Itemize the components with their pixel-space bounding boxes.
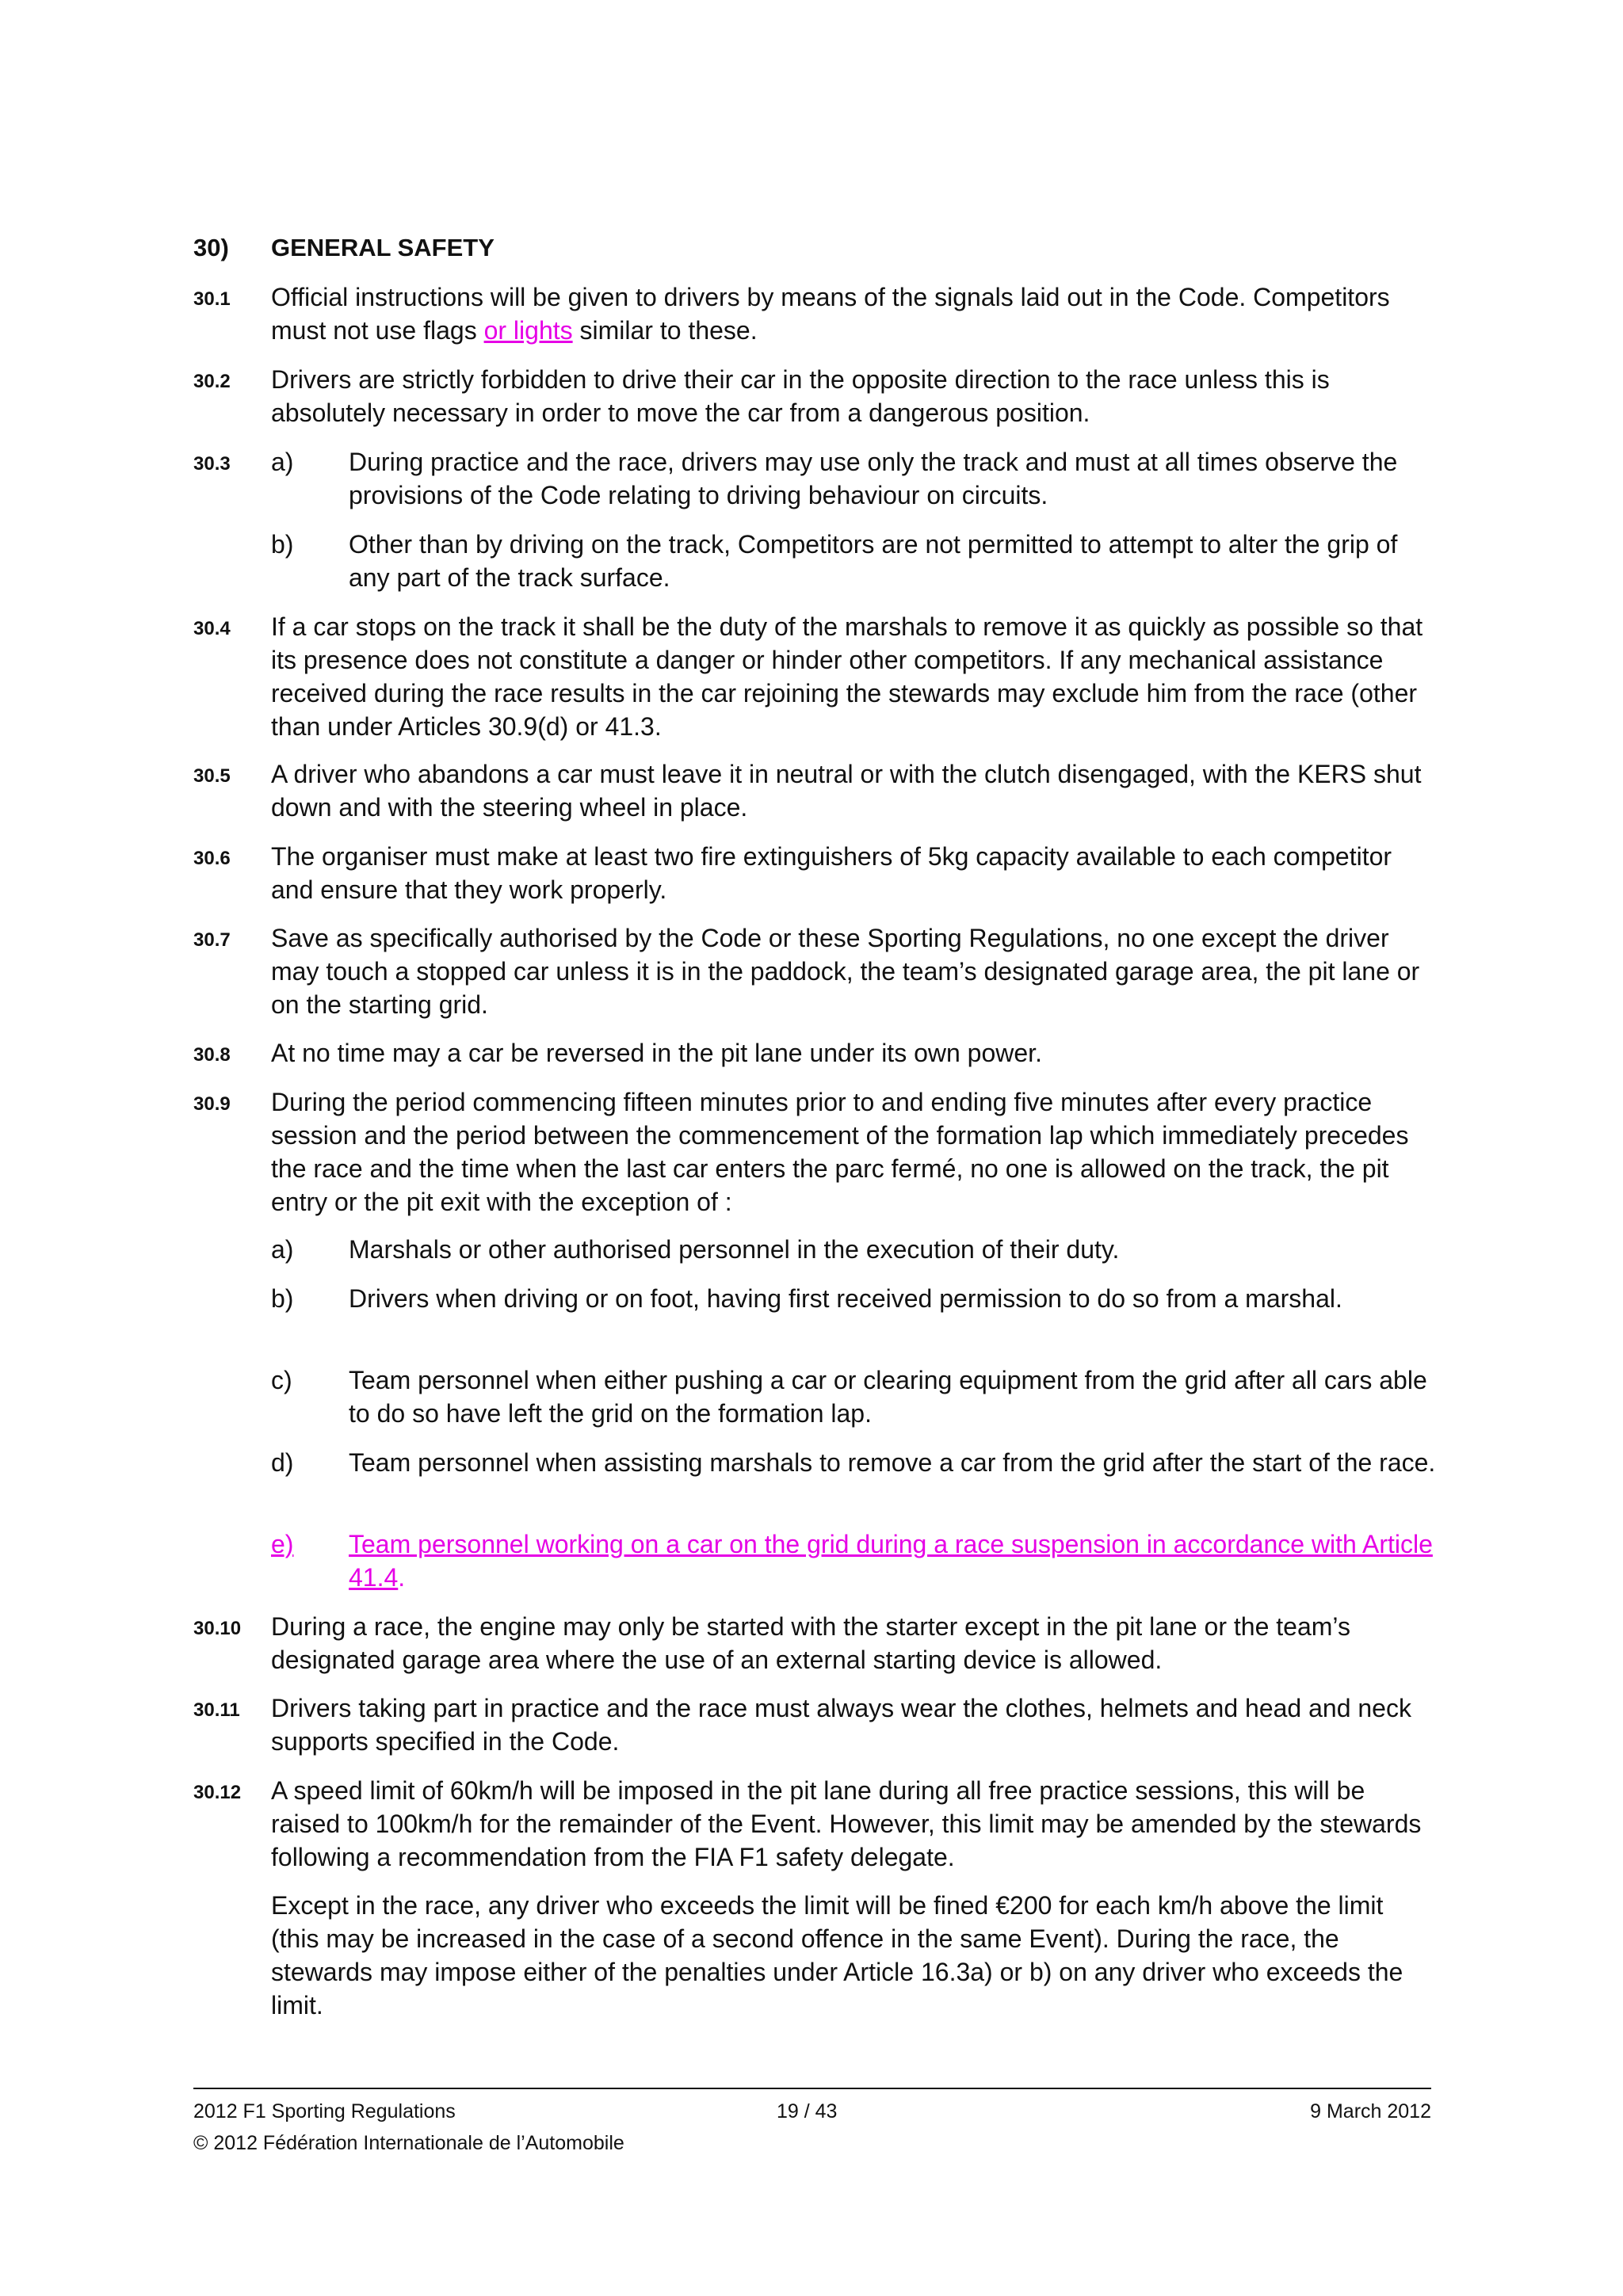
article-30-4 (193, 610, 1438, 743)
article-text: During a race, the engine may only be started with the starter except in the pit lane or the team’s designated garage area where the use of an external starting device is allowed. (271, 1612, 1350, 1674)
footer-date: 9 March 2012 (1310, 2100, 1431, 2122)
article-number: 30.1 (193, 288, 231, 310)
list-item (271, 1363, 1436, 1430)
article-number: 30.10 (193, 1618, 242, 1639)
item-label: d) (271, 1448, 294, 1477)
article-text: Drivers taking part in practice and the race must always wear the clothes, helmets and head and neck supports specified in the Code. (271, 1694, 1411, 1756)
article-30-7 (193, 921, 1438, 1021)
section-number: 30) (193, 234, 229, 261)
article-text: The organiser must make at least two fire extinguishers of 5kg capacity available to each competitor and ensure that they work properly. (271, 842, 1392, 904)
amended-text-link[interactable]: or lights (483, 316, 573, 345)
article-30-12 (193, 1774, 1438, 1874)
article-text: If a car stops on the track it shall be the duty of the marshals to remove it as quickly as possible so that its presence does not constitute a danger or hinder other competitors. If any mechanical assistance received during the race results in the car rejoining the stewards may exclude him from the race (other than under Articles 30.9(d) or 41.3. (271, 612, 1423, 741)
article-30-9 (193, 1085, 1438, 1219)
article-text: At no time may a car be reversed in the pit lane under its own power. (271, 1039, 1042, 1067)
item-label: c) (271, 1366, 292, 1394)
article-number: 30.11 (193, 1699, 240, 1721)
amended-text: Team personnel working on a car on the grid during a race suspension in accordance with Article 41.4 (349, 1530, 1433, 1592)
article-number: 30.2 (193, 371, 231, 392)
article-number: 30.7 (193, 929, 231, 951)
item-text: Marshals or other authorised personnel in the execution of their duty. (349, 1235, 1120, 1264)
article-text: Save as specifically authorised by the Code or these Sporting Regulations, no one except the driver may touch a stopped car unless it is in the paddock, the team’s designated garage area, the pit lane or on the starting grid. (271, 924, 1420, 1019)
article-30-10 (193, 1610, 1438, 1676)
article-number: 30.9 (193, 1093, 231, 1115)
item-text: Team personnel when either pushing a car or clearing equipment from the grid after all cars able to do so have left the grid on the formation lap. (349, 1366, 1427, 1428)
article-30-5 (193, 757, 1438, 824)
item-label: b) (271, 1284, 294, 1313)
list-item-amended (271, 1527, 1436, 1594)
article-number: 30.4 (193, 618, 231, 639)
footer-page-number: 19 / 43 (777, 2100, 838, 2122)
article-text: Except in the race, any driver who exceeds the limit will be fined €200 for each km/h above the limit (this may be increased in the case of a second offence in the same Event). During the race, the stewards may impose either of the penalties under Article 16.3a) or b) on any driver who exceeds the limit. (271, 1891, 1403, 2019)
text-segment: Official instructions will be given to drivers by means of the signals laid out in the Code. Competitors must not use flags (271, 283, 1390, 345)
footer-divider (193, 2088, 1431, 2089)
article-30-1 (193, 280, 1438, 347)
article-30-2 (193, 363, 1438, 429)
list-item (271, 528, 1436, 594)
list-item (271, 1282, 1436, 1315)
article-text: A speed limit of 60km/h will be imposed in the pit lane during all free practice sessions, this will be raised to 100km/h for the remainder of the Event. However, this limit may be amended by the stewards following a recommendation from the FIA F1 safety delegate. (271, 1776, 1422, 1871)
item-label: e) (271, 1530, 294, 1558)
article-text: Drivers are strictly forbidden to drive their car in the opposite direction to the race unless this is absolutely necessary in order to move the car from a dangerous position. (271, 365, 1330, 427)
article-text: During the period commencing fifteen minutes prior to and ending five minutes after every practice session and the period between the commencement of the formation lap which immediately precedes the race and the time when the last car enters the parc fermé, no one is allowed on the track, the pit entry or the pit exit with the exception of : (271, 1088, 1409, 1216)
item-text (349, 1527, 1436, 1594)
article-30-6 (193, 840, 1438, 906)
section-heading (193, 231, 495, 265)
article-30-12-continued (193, 1889, 1438, 2022)
list-item (271, 1233, 1436, 1266)
article-number: 30.3 (193, 453, 231, 475)
article-number: 30.12 (193, 1782, 242, 1803)
item-label: a) (271, 448, 294, 476)
list-item (271, 1446, 1436, 1479)
footer-copyright: © 2012 Fédération Internationale de l’Automobile (193, 2132, 624, 2154)
article-number: 30.8 (193, 1044, 231, 1066)
section-title: GENERAL SAFETY (271, 234, 495, 261)
article-text (271, 280, 1438, 347)
footer-document-title: 2012 F1 Sporting Regulations (193, 2100, 456, 2122)
item-label: a) (271, 1235, 294, 1264)
item-label: b) (271, 530, 294, 559)
article-number: 30.5 (193, 765, 231, 787)
article-30-8 (193, 1036, 1438, 1070)
article-number: 30.6 (193, 848, 231, 869)
list-item (271, 445, 1436, 512)
trailing-punctuation: . (398, 1563, 406, 1592)
item-text: Other than by driving on the track, Competitors are not permitted to attempt to alter the grip of any part of the track surface. (349, 530, 1398, 592)
article-30-11 (193, 1691, 1438, 1758)
item-text: During practice and the race, drivers may use only the track and must at all times observe the provisions of the Code relating to driving behaviour on circuits. (349, 448, 1398, 509)
text-segment: similar to these. (572, 316, 758, 345)
item-text: Team personnel when assisting marshals to remove a car from the grid after the start of the race. (349, 1448, 1436, 1477)
article-text: A driver who abandons a car must leave it in neutral or with the clutch disengaged, with the KERS shut down and with the steering wheel in place. (271, 760, 1422, 822)
item-text: Drivers when driving or on foot, having first received permission to do so from a marshal. (349, 1284, 1342, 1313)
